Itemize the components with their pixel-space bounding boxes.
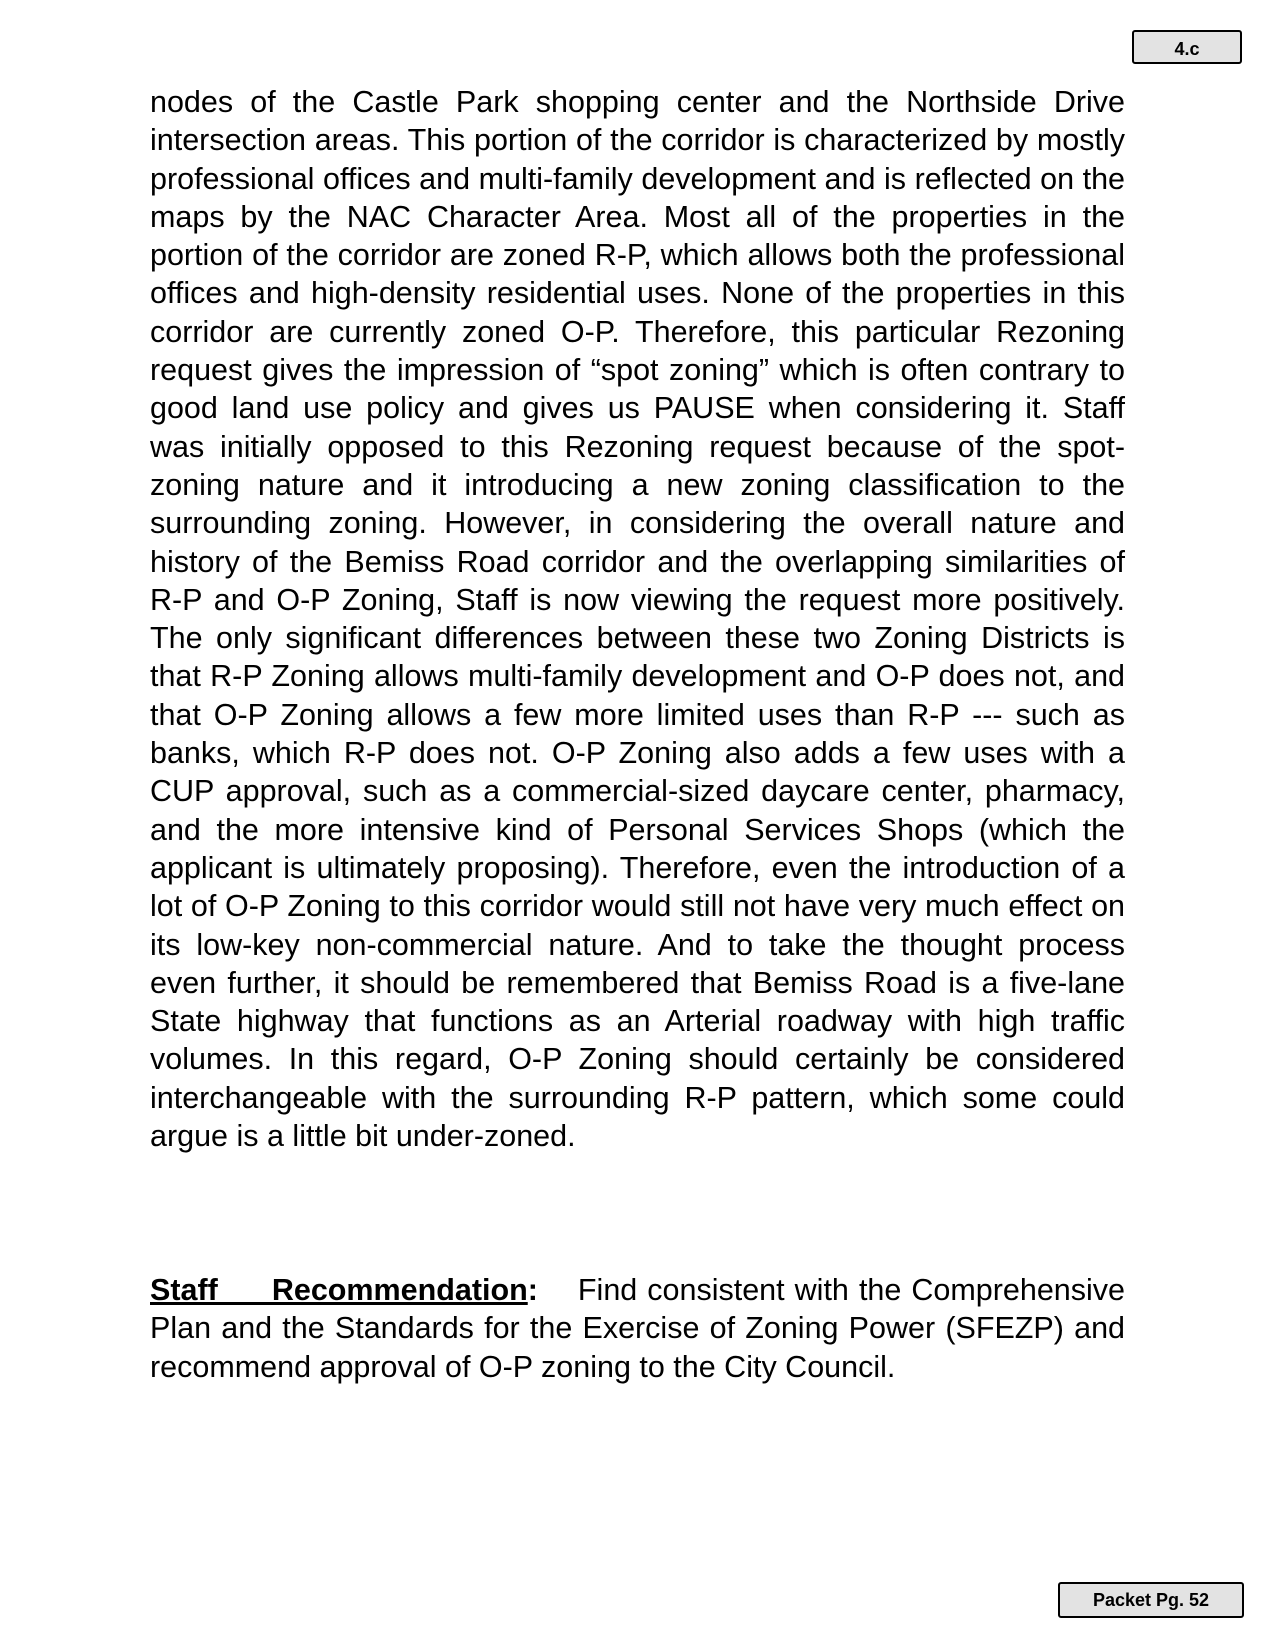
agenda-item-tag: 4.c: [1132, 30, 1242, 64]
body-paragraph-text: nodes of the Castle Park shopping center and the Northside Drive intersection areas. This portion of the corridor is characterized by mostly professional offices and multi-family development and is reflected on the maps by the NAC Character Area. Most all of the properties in the portion of the corridor are zoned R-P, which allows both the professional offices and high-density residential uses. None of the properties in this corridor are currently zoned O-P. Therefore, this particular Rezoning request gives the impression of “spot zoning” which is often contrary to good land use policy and gives us PAUSE when considering it. Staff was initially opposed to this Rezoning request because of the spot-zoning nature and it introducing a new zoning classification to the surrounding zoning. However, in considering the overall nature and history of the Bemiss Road corridor and the overlapping similarities of R-P and O-P Zoning, Staff is now viewing the request more positively. The only significant differences between these two Zoning Districts is that R-P Zoning allows multi-family development and O-P does not, and that O-P Zoning allows a few more limited uses than R-P --- such as banks, which R-P does not. O-P Zoning also adds a few uses with a CUP approval, such as a commercial-sized daycare center, pharmacy, and the more intensive kind of Personal Services Shops (which the applicant is ultimately proposing). Therefore, even the introduction of a lot of O-P Zoning to this corridor would still not have very much effect on its low-key non-commercial nature. And to take the thought process even further, it should be remembered that Bemiss Road is a five-lane State highway that functions as an Arterial roadway with high traffic volumes. In this regard, O-P Zoning should certainly be considered interchangeable with the surrounding R-P pattern, which some could argue is a little bit under-zoned.: [150, 85, 1125, 1154]
staff-recommendation: [150, 1271, 1125, 1386]
recommendation-colon: :: [527, 1273, 538, 1307]
packet-page-number: Packet Pg. 52: [1058, 1582, 1244, 1618]
recommendation-text: Find consistent with the Comprehensive Plan and the Standards for the Exercise of Zoning Power (SFEZP) and recommend approval of O-P zoning to the City Council.: [150, 1273, 1126, 1384]
body-paragraph: [150, 83, 1125, 1155]
recommendation-heading: Staff Recommendation: [150, 1273, 528, 1307]
